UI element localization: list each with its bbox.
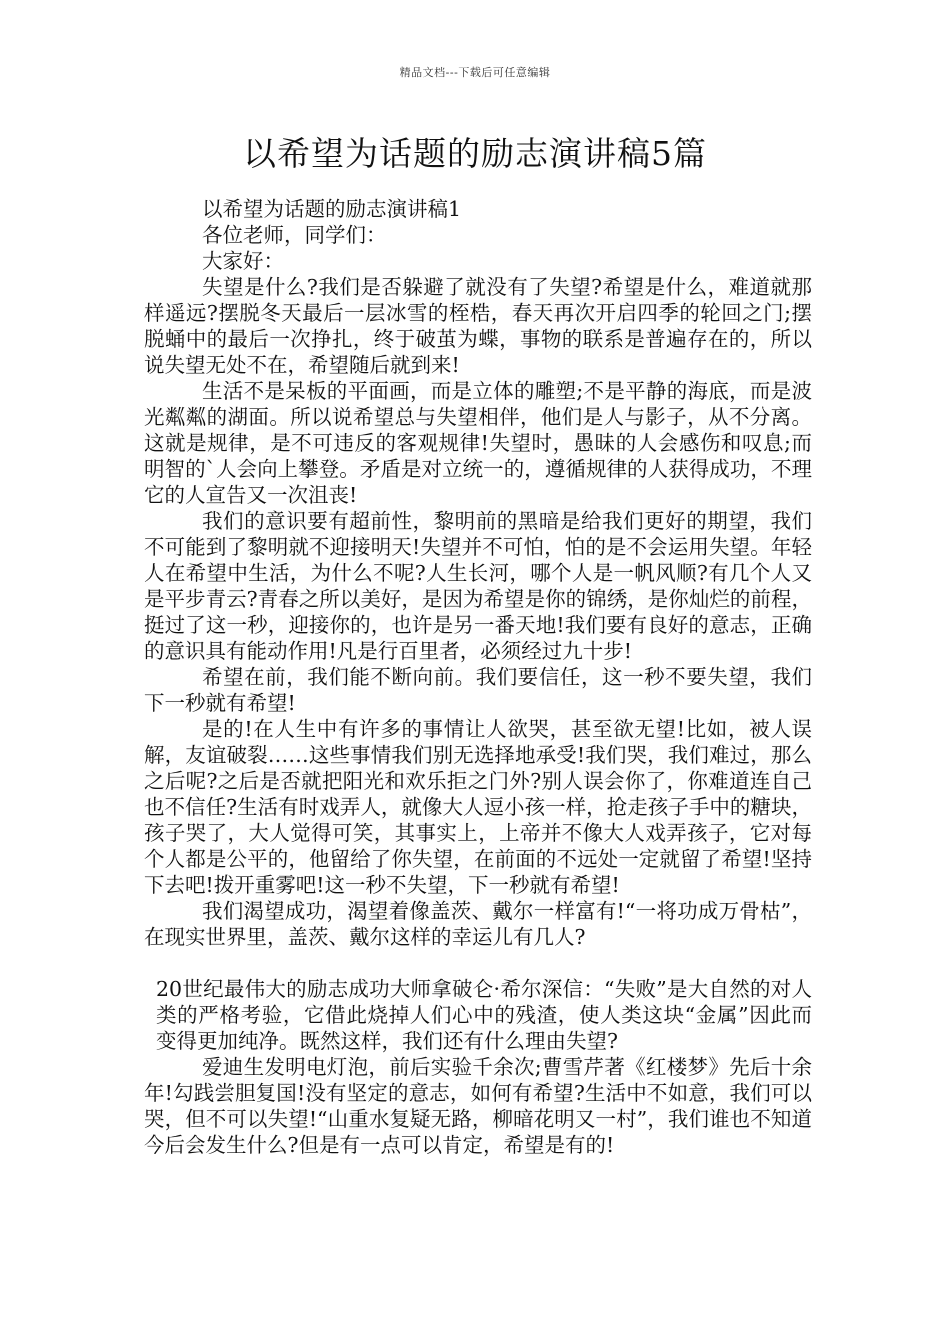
blank-line <box>144 950 812 976</box>
paragraph-1: 失望是什么?我们是否躲避了就没有了失望?希望是什么，难道就那样遥远?摆脱冬天最后一层冰雪的桎梏，春天再次开启四季的轮回之门;摆脱蛹中的最后一次挣扎，终于破茧为蝶，事物的联系是普遍存在的，所以说失望无处不在，希望随后就到来! <box>144 275 812 377</box>
paragraph-2: 生活不是呆板的平面画，而是立体的雕塑;不是平静的海底，而是波光粼粼的湖面。所以说希望总与失望相伴，他们是人与影子，从不分离。这就是规律，是不可违反的客观规律!失望时，愚昧的人会感伤和叹息;而明智的`人会向上攀登。矛盾是对立统一的，遵循规律的人获得成功，不理它的人宣告又一次沮丧! <box>144 379 812 507</box>
greeting-everyone: 大家好： <box>202 249 284 273</box>
paragraph-5: 是的!在人生中有许多的事情让人欲哭，甚至欲无望!比如，被人误解，友谊破裂……这些事情我们别无选择地承受!我们哭，我们难过，那么之后呢?之后是否就把阳光和欢乐拒之门外?别人误会你了，你难道连自己也不信任?生活有时戏弄人，就像大人逗小孩一样，抢走孩子手中的糖块，孩子哭了，大人觉得可笑，其事实上，上帝并不像大人戏弄孩子，它对每个人都是公平的，他留给了你失望，在前面的不远处一定就留了希望!坚持下去吧!拨开重雾吧!这一秒不失望，下一秒就有希望! <box>144 717 812 897</box>
paragraph-6: 我们渴望成功，渴望着像盖茨、戴尔一样富有!“一将功成万骨枯”，在现实世界里，盖茨、戴尔这样的幸运儿有几人? <box>144 899 812 949</box>
document-body <box>144 196 812 1158</box>
page-header: 精品文档---下载后可任意编辑 <box>399 66 551 79</box>
paragraph-4: 希望在前，我们能不断向前。我们要信任，这一秒不要失望，我们下一秒就有希望! <box>144 665 812 715</box>
paragraph-3: 我们的意识要有超前性，黎明前的黑暗是给我们更好的期望，我们不可能到了黎明就不迎接明天!失望并不可怕，怕的是不会运用失望。年轻人在希望中生活，为什么不呢?人生长河，哪个人是一帆风顺?有几个人又是平步青云?青春之所以美好，是因为希望是你的锦绣，是你灿烂的前程，挺过了这一秒，迎接你的，也许是另一番天地!我们要有良好的意志，正确的意识具有能动作用!凡是行百里者，必须经过九十步! <box>144 509 812 663</box>
greeting-teachers: 各位老师，同学们： <box>202 223 387 247</box>
speech-subtitle: 以希望为话题的励志演讲稿1 <box>202 197 462 221</box>
document-title: 以希望为话题的励志演讲稿5篇 <box>243 134 707 173</box>
paragraph-8: 爱迪生发明电灯泡，前后实验千余次;曹雪芹著《红楼梦》先后十余年!勾践尝胆复国!没有坚定的意志，如何有希望?生活中不如意，我们可以哭，但不可以失望!“山重水复疑无路，柳暗花明又一村”，我们谁也不知道今后会发生什么?但是有一点可以肯定，希望是有的! <box>144 1055 812 1157</box>
paragraph-7: 20世纪最伟大的励志成功大师拿破仑·希尔深信：“失败”是大自然的对人类的严格考验，它借此烧掉人们心中的残渣，使人类这块“金属”因此而变得更加纯净。既然这样，我们还有什么理由失望? <box>156 977 812 1053</box>
